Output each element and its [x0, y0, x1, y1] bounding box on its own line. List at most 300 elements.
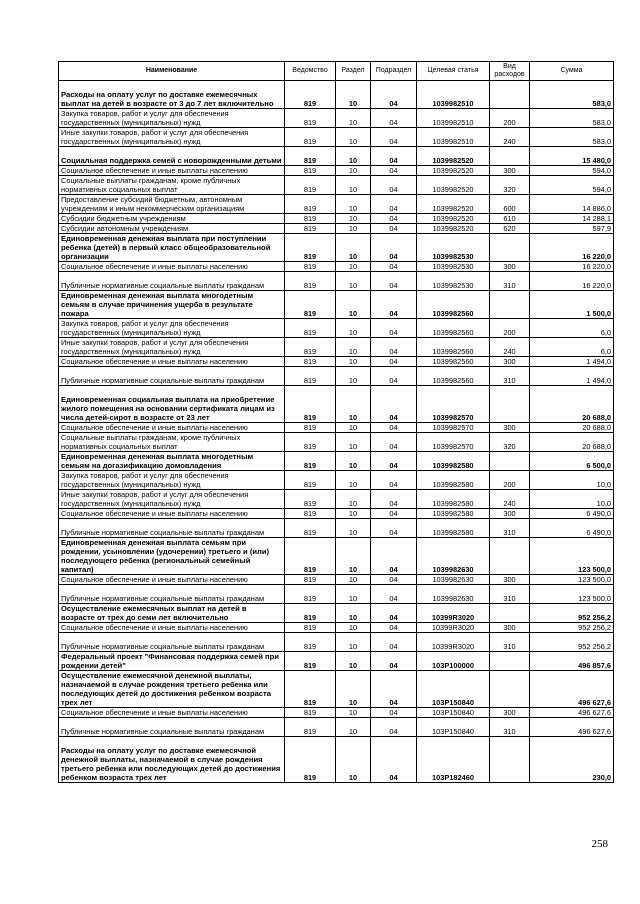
- cell-name: Публичные нормативные социальные выплаты гражданам: [59, 367, 285, 386]
- cell-razdel: 10: [336, 652, 371, 671]
- cell-name: Субсидии бюджетным учреждениям: [59, 214, 285, 224]
- cell-vid-raskhodov: 600: [490, 195, 530, 214]
- cell-celevaya-statya: 103P150840: [417, 671, 490, 708]
- cell-summa: 20 688,0: [530, 433, 614, 452]
- cell-summa: 1 500,0: [530, 291, 614, 319]
- table-row: [59, 272, 614, 291]
- cell-vid-raskhodov: 300: [490, 623, 530, 633]
- cell-summa: 123 500,0: [530, 585, 614, 604]
- cell-name: Иные закупки товаров, работ и услуг для обеспечения государственных (муниципальных) нужд: [59, 338, 285, 357]
- cell-summa: 594,0: [530, 166, 614, 176]
- cell-summa: 1 494,0: [530, 357, 614, 367]
- cell-celevaya-statya: 1039982630: [417, 575, 490, 585]
- cell-vedomstvo: 819: [285, 128, 336, 147]
- table-row: [59, 575, 614, 585]
- header-podrazdel: Подраздел: [371, 62, 417, 81]
- cell-podrazdel: 04: [371, 433, 417, 452]
- table-row: [59, 166, 614, 176]
- cell-name: Публичные нормативные социальные выплаты гражданам: [59, 585, 285, 604]
- cell-name: Социальное обеспечение и иные выплаты населению: [59, 509, 285, 519]
- cell-celevaya-statya: 1039982520: [417, 214, 490, 224]
- table-row: [59, 509, 614, 519]
- cell-vid-raskhodov: 300: [490, 423, 530, 433]
- cell-razdel: 10: [336, 509, 371, 519]
- cell-name: Расходы на оплату услуг по доставке ежемесячных выплат на детей в возрасте от 3 до 7 лет включительно: [59, 81, 285, 109]
- cell-razdel: 10: [336, 147, 371, 166]
- cell-podrazdel: 04: [371, 234, 417, 262]
- table-row: [59, 538, 614, 575]
- cell-celevaya-statya: 1039982570: [417, 386, 490, 423]
- cell-vedomstvo: 819: [285, 224, 336, 234]
- cell-podrazdel: 04: [371, 452, 417, 471]
- cell-podrazdel: 04: [371, 214, 417, 224]
- cell-podrazdel: 04: [371, 272, 417, 291]
- cell-podrazdel: 04: [371, 519, 417, 538]
- cell-name: Социальная поддержка семей с новорожденными детьми: [59, 147, 285, 166]
- cell-vid-raskhodov: [490, 737, 530, 783]
- cell-podrazdel: 04: [371, 109, 417, 128]
- table-header-row: [59, 62, 614, 81]
- table-row: [59, 357, 614, 367]
- cell-summa: 123 500,0: [530, 575, 614, 585]
- cell-vid-raskhodov: 300: [490, 262, 530, 272]
- cell-name: Социальные выплаты гражданам, кроме публичных нормативных социальных выплат: [59, 176, 285, 195]
- cell-celevaya-statya: 1039982520: [417, 166, 490, 176]
- cell-summa: 10,0: [530, 471, 614, 490]
- cell-celevaya-statya: 1039982580: [417, 471, 490, 490]
- cell-razdel: 10: [336, 291, 371, 319]
- cell-razdel: 10: [336, 671, 371, 708]
- cell-summa: 6,0: [530, 338, 614, 357]
- cell-razdel: 10: [336, 490, 371, 509]
- cell-vid-raskhodov: 310: [490, 633, 530, 652]
- cell-razdel: 10: [336, 367, 371, 386]
- cell-celevaya-statya: 103P150840: [417, 708, 490, 718]
- cell-razdel: 10: [336, 538, 371, 575]
- cell-summa: 16 220,0: [530, 272, 614, 291]
- table-row: [59, 519, 614, 538]
- cell-name: Социальное обеспечение и иные выплаты населению: [59, 357, 285, 367]
- cell-vedomstvo: 819: [285, 81, 336, 109]
- cell-razdel: 10: [336, 386, 371, 423]
- cell-celevaya-statya: 10399R3020: [417, 623, 490, 633]
- cell-vid-raskhodov: 310: [490, 585, 530, 604]
- cell-podrazdel: 04: [371, 585, 417, 604]
- cell-summa: 952 256,2: [530, 623, 614, 633]
- cell-razdel: 10: [336, 195, 371, 214]
- cell-name: Иные закупки товаров, работ и услуг для обеспечения государственных (муниципальных) нужд: [59, 490, 285, 509]
- cell-vid-raskhodov: 310: [490, 519, 530, 538]
- cell-vid-raskhodov: 310: [490, 718, 530, 737]
- cell-vedomstvo: 819: [285, 262, 336, 272]
- cell-podrazdel: 04: [371, 652, 417, 671]
- table-row: [59, 291, 614, 319]
- cell-name: Федеральный проект "Финансовая поддержка семей при рождении детей": [59, 652, 285, 671]
- cell-name: Осуществление ежемесячных выплат на детей в возрасте от трех до семи лет включительно: [59, 604, 285, 623]
- table-row: [59, 319, 614, 338]
- cell-vedomstvo: 819: [285, 471, 336, 490]
- cell-podrazdel: 04: [371, 147, 417, 166]
- cell-vid-raskhodov: 240: [490, 338, 530, 357]
- table-row: [59, 585, 614, 604]
- table-row: [59, 81, 614, 109]
- cell-summa: 496 627,6: [530, 671, 614, 708]
- cell-vedomstvo: 819: [285, 109, 336, 128]
- cell-podrazdel: 04: [371, 471, 417, 490]
- budget-table-sheet: [58, 61, 613, 783]
- cell-celevaya-statya: 103P182460: [417, 737, 490, 783]
- cell-vedomstvo: 819: [285, 234, 336, 262]
- cell-celevaya-statya: 1039982580: [417, 509, 490, 519]
- table-row: [59, 176, 614, 195]
- cell-podrazdel: 04: [371, 357, 417, 367]
- cell-summa: 20 688,0: [530, 386, 614, 423]
- cell-podrazdel: 04: [371, 338, 417, 357]
- cell-vedomstvo: 819: [285, 585, 336, 604]
- cell-vid-raskhodov: 300: [490, 708, 530, 718]
- cell-name: Социальное обеспечение и иные выплаты населению: [59, 166, 285, 176]
- cell-name: Социальное обеспечение и иные выплаты населению: [59, 262, 285, 272]
- cell-razdel: 10: [336, 623, 371, 633]
- cell-vedomstvo: 819: [285, 623, 336, 633]
- cell-summa: 20 688,0: [530, 423, 614, 433]
- cell-razdel: 10: [336, 737, 371, 783]
- cell-vedomstvo: 819: [285, 509, 336, 519]
- table-row: [59, 367, 614, 386]
- cell-summa: 583,0: [530, 109, 614, 128]
- cell-podrazdel: 04: [371, 633, 417, 652]
- cell-name: Публичные нормативные социальные выплаты гражданам: [59, 718, 285, 737]
- cell-podrazdel: 04: [371, 367, 417, 386]
- cell-razdel: 10: [336, 262, 371, 272]
- cell-vid-raskhodov: [490, 452, 530, 471]
- cell-vid-raskhodov: 300: [490, 575, 530, 585]
- cell-podrazdel: 04: [371, 319, 417, 338]
- cell-razdel: 10: [336, 166, 371, 176]
- cell-summa: 230,0: [530, 737, 614, 783]
- cell-podrazdel: 04: [371, 386, 417, 423]
- cell-vedomstvo: 819: [285, 433, 336, 452]
- table-row: [59, 671, 614, 708]
- cell-podrazdel: 04: [371, 623, 417, 633]
- cell-razdel: 10: [336, 633, 371, 652]
- cell-name: Единовременная денежная выплата многодетным семьям на догазификацию домовладения: [59, 452, 285, 471]
- cell-vedomstvo: 819: [285, 423, 336, 433]
- cell-podrazdel: 04: [371, 262, 417, 272]
- cell-celevaya-statya: 1039982580: [417, 519, 490, 538]
- cell-name: Единовременная денежная выплата при поступлении ребенка (детей) в первый класс общеобразовательной организации: [59, 234, 285, 262]
- cell-celevaya-statya: 1039982580: [417, 452, 490, 471]
- cell-celevaya-statya: 1039982520: [417, 147, 490, 166]
- cell-vid-raskhodov: [490, 652, 530, 671]
- cell-celevaya-statya: 1039982580: [417, 490, 490, 509]
- cell-razdel: 10: [336, 585, 371, 604]
- cell-vedomstvo: 819: [285, 652, 336, 671]
- cell-name: Социальные выплаты гражданам, кроме публичных нормативных социальных выплат: [59, 433, 285, 452]
- cell-vedomstvo: 819: [285, 386, 336, 423]
- cell-vid-raskhodov: 310: [490, 272, 530, 291]
- table-row: [59, 433, 614, 452]
- table-row: [59, 386, 614, 423]
- cell-celevaya-statya: 1039982530: [417, 262, 490, 272]
- cell-name: Закупка товаров, работ и услуг для обеспечения государственных (муниципальных) нужд: [59, 471, 285, 490]
- cell-razdel: 10: [336, 338, 371, 357]
- cell-celevaya-statya: 10399R3020: [417, 604, 490, 623]
- cell-celevaya-statya: 10399R3020: [417, 633, 490, 652]
- cell-podrazdel: 04: [371, 176, 417, 195]
- cell-razdel: 10: [336, 214, 371, 224]
- cell-vid-raskhodov: [490, 671, 530, 708]
- cell-celevaya-statya: 1039982630: [417, 585, 490, 604]
- cell-vid-raskhodov: [490, 147, 530, 166]
- cell-razdel: 10: [336, 234, 371, 262]
- cell-summa: 6 500,0: [530, 452, 614, 471]
- cell-razdel: 10: [336, 176, 371, 195]
- cell-vedomstvo: 819: [285, 357, 336, 367]
- cell-summa: 14 288,1: [530, 214, 614, 224]
- cell-vedomstvo: 819: [285, 718, 336, 737]
- cell-podrazdel: 04: [371, 128, 417, 147]
- cell-vid-raskhodov: 610: [490, 214, 530, 224]
- cell-razdel: 10: [336, 471, 371, 490]
- cell-name: Публичные нормативные социальные выплаты гражданам: [59, 519, 285, 538]
- cell-vid-raskhodov: [490, 81, 530, 109]
- header-vid-raskhodov: Вид расходов: [490, 62, 530, 81]
- cell-celevaya-statya: 1039982510: [417, 81, 490, 109]
- table-row: [59, 214, 614, 224]
- cell-summa: 10,0: [530, 490, 614, 509]
- cell-razdel: 10: [336, 452, 371, 471]
- cell-name: Социальное обеспечение и иные выплаты населению: [59, 623, 285, 633]
- table-row: [59, 195, 614, 214]
- table-row: [59, 604, 614, 623]
- table-row: [59, 224, 614, 234]
- budget-table: [58, 61, 614, 783]
- cell-name: Социальное обеспечение и иные выплаты населению: [59, 708, 285, 718]
- table-row: [59, 633, 614, 652]
- cell-vedomstvo: 819: [285, 452, 336, 471]
- cell-name: Осуществление ежемесячной денежной выплаты, назначаемой в случае рождения третьего ребенка или последующих детей до достижения ребенком возраста трех лет: [59, 671, 285, 708]
- cell-celevaya-statya: 1039982530: [417, 272, 490, 291]
- cell-razdel: 10: [336, 519, 371, 538]
- cell-vedomstvo: 819: [285, 176, 336, 195]
- cell-podrazdel: 04: [371, 423, 417, 433]
- cell-vedomstvo: 819: [285, 575, 336, 585]
- cell-vid-raskhodov: 200: [490, 471, 530, 490]
- cell-razdel: 10: [336, 81, 371, 109]
- cell-summa: 952 256,2: [530, 633, 614, 652]
- cell-summa: 583,0: [530, 81, 614, 109]
- cell-celevaya-statya: 1039982630: [417, 538, 490, 575]
- cell-name: Субсидии автономным учреждениям: [59, 224, 285, 234]
- cell-vid-raskhodov: 320: [490, 433, 530, 452]
- cell-razdel: 10: [336, 357, 371, 367]
- cell-celevaya-statya: 1039982570: [417, 433, 490, 452]
- cell-name: Социальное обеспечение и иные выплаты населению: [59, 575, 285, 585]
- cell-podrazdel: 04: [371, 718, 417, 737]
- table-row: [59, 471, 614, 490]
- cell-celevaya-statya: 1039982520: [417, 224, 490, 234]
- cell-vid-raskhodov: [490, 604, 530, 623]
- table-row: [59, 147, 614, 166]
- cell-vedomstvo: 819: [285, 708, 336, 718]
- cell-vid-raskhodov: 320: [490, 176, 530, 195]
- cell-vid-raskhodov: [490, 538, 530, 575]
- cell-razdel: 10: [336, 433, 371, 452]
- cell-vedomstvo: 819: [285, 166, 336, 176]
- cell-vedomstvo: 819: [285, 633, 336, 652]
- cell-celevaya-statya: 1039982560: [417, 291, 490, 319]
- cell-summa: 15 480,0: [530, 147, 614, 166]
- cell-razdel: 10: [336, 319, 371, 338]
- cell-razdel: 10: [336, 128, 371, 147]
- cell-razdel: 10: [336, 272, 371, 291]
- table-body: [59, 81, 614, 783]
- cell-name: Закупка товаров, работ и услуг для обеспечения государственных (муниципальных) нужд: [59, 319, 285, 338]
- cell-vid-raskhodov: [490, 234, 530, 262]
- cell-vedomstvo: 819: [285, 737, 336, 783]
- cell-vid-raskhodov: 240: [490, 490, 530, 509]
- table-row: [59, 262, 614, 272]
- cell-vid-raskhodov: 300: [490, 509, 530, 519]
- cell-podrazdel: 04: [371, 737, 417, 783]
- cell-podrazdel: 04: [371, 604, 417, 623]
- cell-vedomstvo: 819: [285, 214, 336, 224]
- cell-vid-raskhodov: 200: [490, 319, 530, 338]
- cell-name: Предоставление субсидий бюджетным, автономным учреждениям и иным некоммерческим организациям: [59, 195, 285, 214]
- table-row: [59, 652, 614, 671]
- table-row: [59, 452, 614, 471]
- cell-vedomstvo: 819: [285, 147, 336, 166]
- cell-vedomstvo: 819: [285, 671, 336, 708]
- cell-vedomstvo: 819: [285, 291, 336, 319]
- cell-vid-raskhodov: [490, 386, 530, 423]
- cell-name: Единовременная денежная выплата многодетным семьям в случае причинения ущерба в результате пожара: [59, 291, 285, 319]
- table-row: [59, 490, 614, 509]
- cell-vedomstvo: 819: [285, 538, 336, 575]
- cell-vid-raskhodov: [490, 291, 530, 319]
- cell-razdel: 10: [336, 604, 371, 623]
- cell-vid-raskhodov: 310: [490, 367, 530, 386]
- cell-summa: 6 490,0: [530, 509, 614, 519]
- cell-name: Публичные нормативные социальные выплаты гражданам: [59, 633, 285, 652]
- cell-podrazdel: 04: [371, 538, 417, 575]
- cell-celevaya-statya: 1039982510: [417, 109, 490, 128]
- cell-vid-raskhodov: 300: [490, 357, 530, 367]
- cell-vedomstvo: 819: [285, 367, 336, 386]
- table-row: [59, 708, 614, 718]
- table-row: [59, 338, 614, 357]
- cell-summa: 1 494,0: [530, 367, 614, 386]
- cell-podrazdel: 04: [371, 575, 417, 585]
- cell-summa: 14 886,0: [530, 195, 614, 214]
- cell-celevaya-statya: 1039982560: [417, 338, 490, 357]
- cell-podrazdel: 04: [371, 509, 417, 519]
- cell-razdel: 10: [336, 109, 371, 128]
- header-name: Наименование: [59, 62, 285, 81]
- header-vedomstvo: Ведомство: [285, 62, 336, 81]
- cell-summa: 496 627,6: [530, 708, 614, 718]
- table-row: [59, 109, 614, 128]
- cell-name: Единовременная социальная выплата на приобретение жилого помещения на основании сертификата лицам из числа детей-сирот в возрасте от 23 лет: [59, 386, 285, 423]
- cell-name: Закупка товаров, работ и услуг для обеспечения государственных (муниципальных) нужд: [59, 109, 285, 128]
- cell-celevaya-statya: 1039982510: [417, 128, 490, 147]
- cell-podrazdel: 04: [371, 291, 417, 319]
- cell-vedomstvo: 819: [285, 195, 336, 214]
- cell-podrazdel: 04: [371, 671, 417, 708]
- cell-vid-raskhodov: 620: [490, 224, 530, 234]
- cell-name: Единовременная денежная выплата семьям при рождении, усыновлении (удочерении) третьего и (или) последующего ребенка (региональный семейный капитал): [59, 538, 285, 575]
- table-row: [59, 128, 614, 147]
- cell-podrazdel: 04: [371, 490, 417, 509]
- cell-razdel: 10: [336, 224, 371, 234]
- cell-celevaya-statya: 1039982530: [417, 234, 490, 262]
- cell-summa: 597,9: [530, 224, 614, 234]
- cell-summa: 16 220,0: [530, 262, 614, 272]
- cell-vedomstvo: 819: [285, 519, 336, 538]
- cell-vedomstvo: 819: [285, 490, 336, 509]
- cell-podrazdel: 04: [371, 708, 417, 718]
- page-number: 258: [591, 838, 608, 850]
- cell-celevaya-statya: 1039982520: [417, 176, 490, 195]
- cell-summa: 123 500,0: [530, 538, 614, 575]
- cell-celevaya-statya: 1039982570: [417, 423, 490, 433]
- cell-summa: 6 490,0: [530, 519, 614, 538]
- cell-podrazdel: 04: [371, 224, 417, 234]
- table-row: [59, 718, 614, 737]
- cell-celevaya-statya: 1039982560: [417, 319, 490, 338]
- cell-summa: 16 220,0: [530, 234, 614, 262]
- cell-vedomstvo: 819: [285, 319, 336, 338]
- table-row: [59, 623, 614, 633]
- cell-razdel: 10: [336, 718, 371, 737]
- cell-summa: 583,0: [530, 128, 614, 147]
- header-celevaya-statya: Целевая статья: [417, 62, 490, 81]
- cell-summa: 6,0: [530, 319, 614, 338]
- cell-summa: 952 256,2: [530, 604, 614, 623]
- cell-vid-raskhodov: 240: [490, 128, 530, 147]
- cell-name: Расходы на оплату услуг по доставке ежемесячной денежной выплаты, назначаемой в случае рождения третьего ребенка или последующих детей до достижения ребенком возраста трех лет: [59, 737, 285, 783]
- cell-vedomstvo: 819: [285, 604, 336, 623]
- cell-podrazdel: 04: [371, 166, 417, 176]
- cell-razdel: 10: [336, 708, 371, 718]
- cell-razdel: 10: [336, 575, 371, 585]
- cell-celevaya-statya: 103P150840: [417, 718, 490, 737]
- cell-summa: 496 857,6: [530, 652, 614, 671]
- cell-summa: 594,0: [530, 176, 614, 195]
- cell-vedomstvo: 819: [285, 338, 336, 357]
- table-row: [59, 423, 614, 433]
- cell-celevaya-statya: 1039982560: [417, 367, 490, 386]
- table-row: [59, 234, 614, 262]
- cell-summa: 496 627,6: [530, 718, 614, 737]
- header-razdel: Раздел: [336, 62, 371, 81]
- cell-razdel: 10: [336, 423, 371, 433]
- cell-name: Социальное обеспечение и иные выплаты населению: [59, 423, 285, 433]
- cell-name: Иные закупки товаров, работ и услуг для обеспечения государственных (муниципальных) нужд: [59, 128, 285, 147]
- header-summa: Сумма: [530, 62, 614, 81]
- cell-podrazdel: 04: [371, 195, 417, 214]
- cell-celevaya-statya: 1039982560: [417, 357, 490, 367]
- cell-podrazdel: 04: [371, 81, 417, 109]
- cell-celevaya-statya: 1039982520: [417, 195, 490, 214]
- cell-vedomstvo: 819: [285, 272, 336, 291]
- cell-name: Публичные нормативные социальные выплаты гражданам: [59, 272, 285, 291]
- table-row: [59, 737, 614, 783]
- cell-vid-raskhodov: 300: [490, 166, 530, 176]
- cell-vid-raskhodov: 200: [490, 109, 530, 128]
- cell-celevaya-statya: 103P100000: [417, 652, 490, 671]
